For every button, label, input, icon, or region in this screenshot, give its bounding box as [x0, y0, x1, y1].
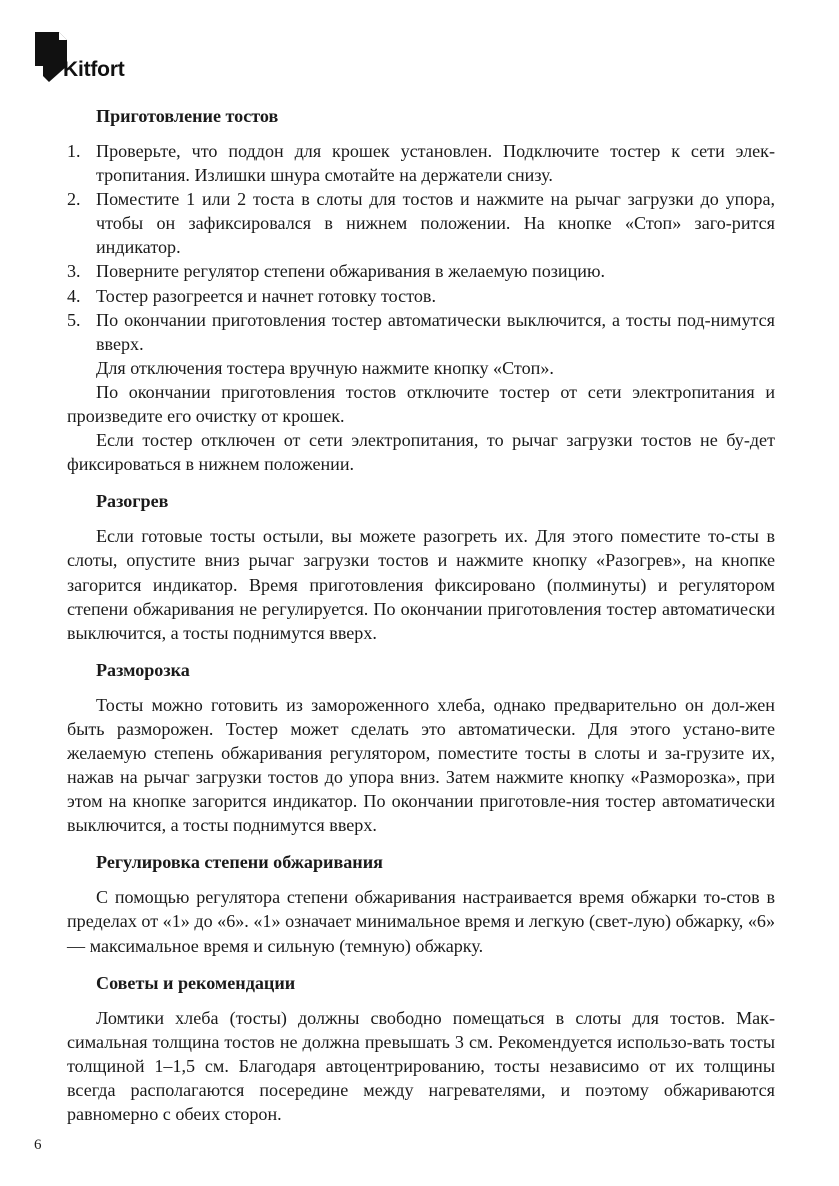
step-text: Тостер разогреется и начнет готовку тостов. [96, 285, 436, 306]
section-heading-toast: Приготовление тостов [96, 106, 279, 126]
brand-logo [33, 28, 125, 84]
defrost-paragraph: Тосты можно готовить из замороженного хлеба, однако предварительно он дол-жен быть разморожен. Тостер может сделать это автоматически. Для этого устано-вите желаемую степень обжаривания регулятором, поместите тосты в слоты и за-грузите их, нажав на рычаг загрузки тостов до упора вниз. Затем нажмите кнопку «Разморозка», при этом на кнопке загорится индикатор. По окончании приготовле-ния тостер автоматически выключится, а тосты поднимутся вверх. [67, 694, 775, 836]
page-number: 6 [34, 1137, 42, 1153]
step-number: 1. [67, 141, 81, 161]
list-item [67, 284, 775, 308]
brand-name: Kitfort [63, 58, 125, 81]
list-item [67, 259, 775, 283]
browning-paragraph: С помощью регулятора степени обжаривания настраивается время обжарки то-стов в пределах от «1» до «6». «1» означает минимальное время и легкую (свет-лую) обжарку, «6» — максимальное время и сильную (темную) обжарку. [67, 887, 775, 956]
section-heading-browning: Регулировка степени обжаривания [96, 852, 383, 873]
step-number: 4. [67, 285, 81, 306]
step-text: Поверните регулятор степени обжаривания в желаемую позицию. [96, 261, 605, 282]
list-item [67, 187, 775, 259]
section-heading-defrost: Разморозка [96, 659, 190, 680]
manual-stop-note: Для отключения тостера вручную нажмите кнопку «Стоп». [96, 357, 554, 378]
list-item [67, 308, 775, 356]
page-content [67, 104, 775, 1126]
step-number: 5. [67, 309, 81, 330]
step-text: По окончании приготовления тостер автоматически выключится, а тосты под-нимутся вверх. [96, 309, 775, 354]
reheat-paragraph: Если готовые тосты остыли, вы можете разогреть их. Для этого поместите то-сты в слоты, опустите вниз рычаг загрузки тостов и нажмите кнопку «Разогрев», на кнопке загорится индикатор. Время приготовления фиксировано (полминуты) и регулятором степени обжаривания не регулируется. По окончании приготовления тостер автоматически выключится, а тосты поднимутся вверх. [67, 526, 775, 643]
step-text: Проверьте, что поддон для крошек установлен. Подключите тостер к сети элек-тропитания. Излишки шнура смотайте на держатели снизу. [96, 141, 775, 186]
section-heading-tips: Советы и рекомендации [96, 972, 296, 993]
step-number: 2. [67, 189, 81, 210]
tips-paragraph: Ломтики хлеба (тосты) должны свободно помещаться в слоты для тостов. Мак-симальная толщина тостов не должна превышать 3 см. Рекомендуется использо-вать тосты толщиной 1–1,5 см. Благодаря автоцентрированию, тосты независимо от их толщины всегда располагаются посередине между нагревателями, и поэтому обжариваются равномерно с обеих сторон. [67, 1007, 775, 1124]
section-heading-reheat: Разогрев [96, 491, 169, 512]
toast-paragraph-lever: Если тостер отключен от сети электропитания, то рычаг загрузки тостов не бу-дет фиксироваться в нижнем положении. [67, 430, 775, 475]
step-text: Поместите 1 или 2 тоста в слоты для тостов и нажмите на рычаг загрузки до упора, чтобы он зафиксировался в нижнем положении. На кнопке «Стоп» заго-рится индикатор. [96, 189, 775, 258]
toast-steps-list [67, 139, 775, 356]
toast-paragraph-unplug: По окончании приготовления тостов отключите тостер от сети электропитания и произведите его очистку от крошек. [67, 381, 775, 427]
step-number: 3. [67, 261, 81, 282]
list-item [67, 139, 775, 187]
